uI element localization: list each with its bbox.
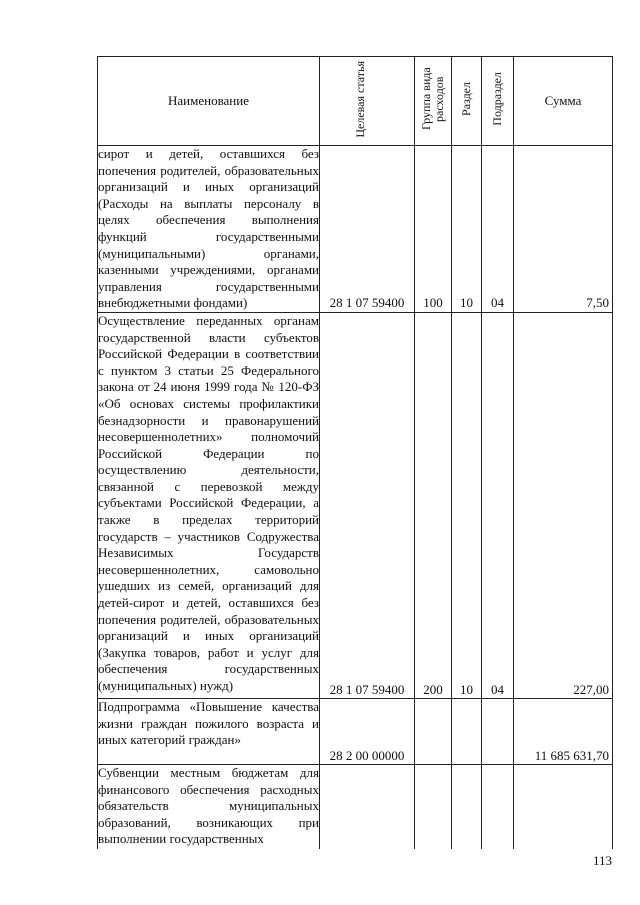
row-group	[415, 764, 452, 849]
row-name: Подпрограмма «Повышение качества жизни граждан пожилого возраста и иных категорий граждан»	[98, 698, 320, 764]
row-target	[320, 764, 415, 849]
row-name: сирот и детей, оставшихся без попечения родителей, образовательных организаций и иных организаций (Расходы на выплаты персоналу в целях обеспечения выполнения функций государственными (муниципальными) органами, казенными учреждениями, органами управления государственными внебюджетными фондами)	[98, 146, 320, 313]
row-target: 28 1 07 59400	[320, 312, 415, 698]
row-section: 10	[452, 312, 482, 698]
row-sum	[514, 764, 613, 849]
row-target: 28 2 00 00000	[320, 698, 415, 764]
row-group: 200	[415, 312, 452, 698]
row-group: 100	[415, 146, 452, 313]
row-group	[415, 698, 452, 764]
table-row	[98, 698, 613, 764]
header-subsection: Подраздел	[482, 57, 514, 146]
row-section	[452, 764, 482, 849]
row-subsection: 04	[482, 146, 514, 313]
row-section	[452, 698, 482, 764]
row-subsection	[482, 698, 514, 764]
table-row	[98, 312, 613, 698]
row-sum: 7,50	[514, 146, 613, 313]
row-target: 28 1 07 59400	[320, 146, 415, 313]
row-name: Осуществление переданных органам государственной власти субъектов Российской Федерации в соответствии с пунктом 3 статьи 25 Федерального закона от 24 июня 1999 года № 120-ФЗ «Об основах системы профилактики безнадзорности и правонарушений несовершеннолетних» полномочий Российской Федерации по осуществлению деятельности, связанной с перевозкой между субъектами Российской Федерации, а также в пределах территорий государств – участников Содружества Независимых Государств несовершеннолетних, самовольно ушедших из семей, организаций для детей-сирот и детей, оставшихся без попечения родителей, образовательных организаций и иных организаций (Закупка товаров, работ и услуг для обеспечения государственных (муниципальных) нужд)	[98, 312, 320, 698]
header-target-article: Целевая статья	[320, 57, 415, 146]
table-row	[98, 764, 613, 849]
row-subsection: 04	[482, 312, 514, 698]
header-name: Наименование	[98, 57, 320, 146]
page-number: 113	[592, 853, 612, 868]
table-header-row	[98, 57, 613, 146]
row-sum: 11 685 631,70	[514, 698, 613, 764]
row-name: Субвенции местным бюджетам для финансового обеспечения расходных обязательств муниципальных образований, возникающих при выполнении государственных	[98, 764, 320, 849]
row-sum: 227,00	[514, 312, 613, 698]
table-row	[98, 146, 613, 313]
header-sum: Сумма	[514, 57, 613, 146]
budget-table	[97, 56, 613, 849]
row-section: 10	[452, 146, 482, 313]
row-subsection	[482, 764, 514, 849]
header-section: Раздел	[452, 57, 482, 146]
header-expense-group: Группа вида расходов	[415, 57, 452, 146]
